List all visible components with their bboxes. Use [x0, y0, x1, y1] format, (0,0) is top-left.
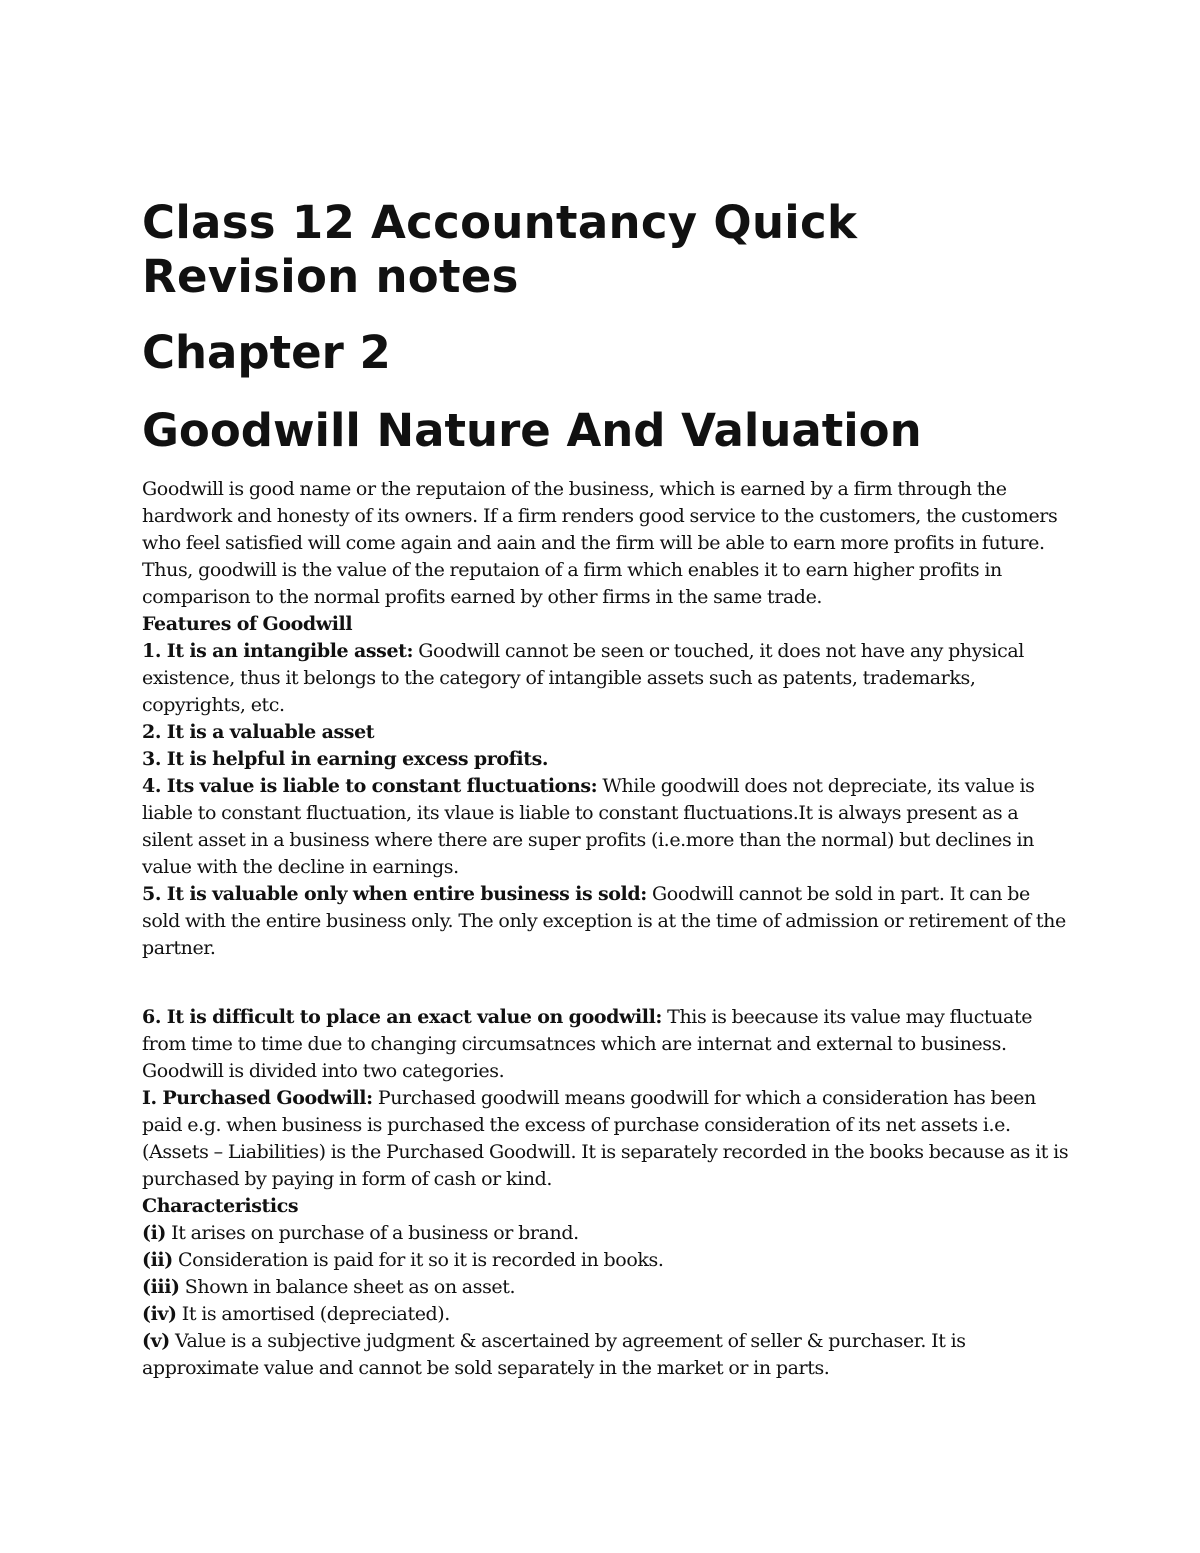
chapter-heading: Chapter 2 [142, 326, 391, 379]
feature-label: 3. It is helpful in earning excess profits. [142, 748, 549, 770]
characteristic-item-3 [142, 1274, 1072, 1301]
characteristic-label: (iv) [142, 1303, 177, 1325]
feature-text: While goodwill does not depreciate, its value is liable to constant fluctuation, its vlaue is liable to constant fluctuations.It is always present as a silent asset in a business where there are super profits (i.e.more than the normal) but declines in value with the decline in earnings. [142, 775, 1035, 878]
characteristic-item-4 [142, 1301, 1072, 1328]
characteristic-label: (i) [142, 1222, 166, 1244]
body-text [142, 476, 1072, 1382]
paragraph-gap [142, 962, 1072, 1004]
purchased-goodwill-paragraph [142, 1085, 1072, 1193]
feature-item-2 [142, 719, 1072, 746]
purchased-goodwill-text: Purchased goodwill means goodwill for which a consideration has been paid e.g. when business is purchased the excess of purchase consideration of its net assets i.e. (Assets – Liabilities) is the Purchased Goodwill. It is separately recorded in the books because as it is purchased by paying in form of cash or kind. [142, 1087, 1069, 1190]
document-title [142, 196, 1072, 304]
categories-intro: Goodwill is divided into two categories. [142, 1060, 505, 1082]
feature-label: 1. It is an intangible asset: [142, 640, 414, 662]
feature-item-4 [142, 773, 1072, 881]
intro-paragraph-2: Thus, goodwill is the value of the reputaion of a firm which enables it to earn higher profits in comparison to the normal profits earned by other firms in the same trade. [142, 559, 1002, 608]
feature-item-3 [142, 746, 1072, 773]
feature-text: Goodwill cannot be sold in part. It can be sold with the entire business only. The only exception is at the time of admission or retirement of the partner. [142, 883, 1066, 959]
feature-item-6 [142, 1004, 1072, 1058]
characteristic-item-1 [142, 1220, 1072, 1247]
characteristic-label: (iii) [142, 1276, 180, 1298]
feature-item-5 [142, 881, 1072, 962]
document-content [142, 196, 1072, 1382]
characteristic-text: Shown in balance sheet as on asset. [179, 1276, 516, 1298]
features-heading: Features of Goodwill [142, 613, 353, 635]
feature-item-1 [142, 638, 1072, 719]
characteristic-item-5 [142, 1328, 1072, 1382]
feature-label: 4. Its value is liable to constant fluctuations: [142, 775, 598, 797]
characteristic-text: Consideration is paid for it so it is recorded in books. [172, 1249, 664, 1271]
characteristic-item-2 [142, 1247, 1072, 1274]
characteristic-label: (v) [142, 1330, 170, 1352]
characteristics-heading: Characteristics [142, 1195, 299, 1217]
title-line-2: Revision notes [142, 250, 519, 303]
feature-text: This is beecause its value may fluctuate from time to time due to changing circumsatnces which are internat and external to business. [142, 1006, 1033, 1055]
feature-label: 2. It is a valuable asset [142, 721, 375, 743]
feature-text: Goodwill cannot be seen or touched, it does not have any physical existence, thus it belongs to the category of intangible assets such as patents, trademarks, copyrights, etc. [142, 640, 1024, 716]
topic-heading: Goodwill Nature And Valuation [142, 404, 922, 457]
intro-paragraph-1: Goodwill is good name or the reputaion of the business, which is earned by a firm through the hardwork and honesty of its owners. If a firm renders good service to the customers, the customers who feel satisfied will come again and aain and the firm will be able to earn more profits in future. [142, 478, 1058, 554]
characteristic-text: It arises on purchase of a business or brand. [166, 1222, 579, 1244]
characteristic-text: Value is a subjective judgment & ascertained by agreement of seller & purchaser. It is approximate value and cannot be sold separately in the market or in parts. [142, 1330, 966, 1379]
title-line-1: Class 12 Accountancy Quick [142, 196, 858, 249]
characteristic-label: (ii) [142, 1249, 173, 1271]
feature-label: 5. It is valuable only when entire business is sold: [142, 883, 647, 905]
characteristic-text: It is amortised (depreciated). [176, 1303, 450, 1325]
purchased-goodwill-label: I. Purchased Goodwill: [142, 1087, 373, 1109]
feature-label: 6. It is difficult to place an exact value on goodwill: [142, 1006, 663, 1028]
